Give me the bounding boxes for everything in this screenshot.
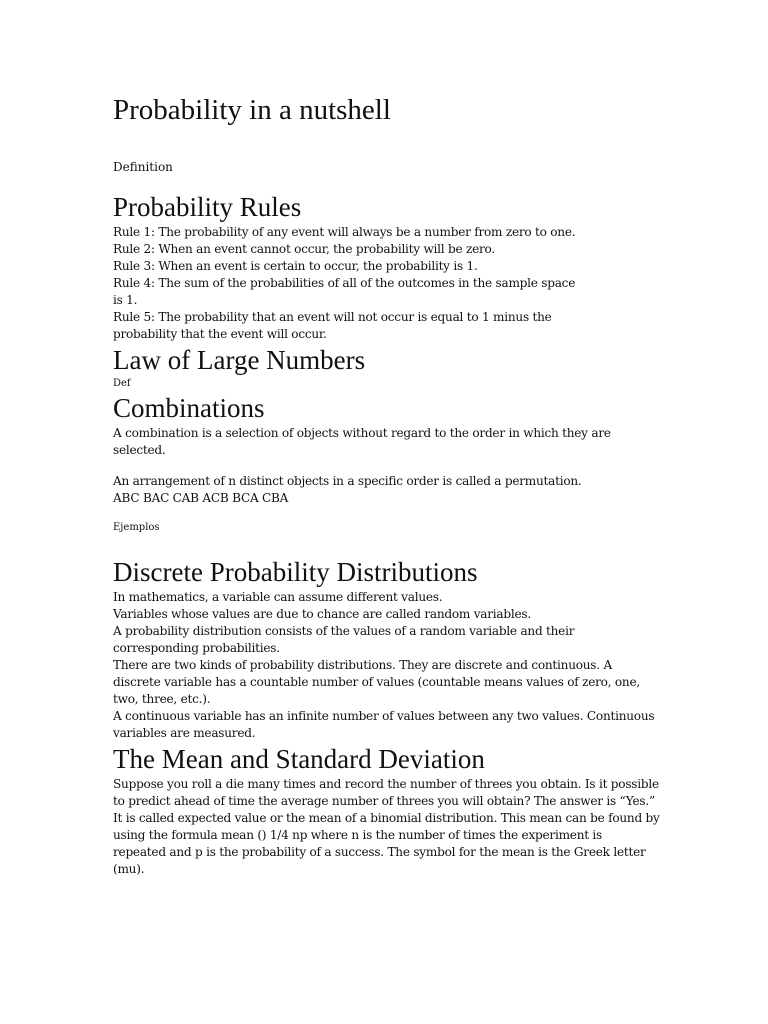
mean-line: to predict ahead of time the average number of threes you will obtain? The answer is “Yes.”: [113, 794, 655, 808]
rule-line: is 1.: [113, 293, 138, 307]
combinations-paragraph: [113, 425, 658, 459]
discrete-line: There are two kinds of probability distributions. They are discrete and continuous. A: [113, 658, 612, 672]
document-body: [113, 190, 658, 878]
permutation-line: ABC BAC CAB ACB BCA CBA: [113, 491, 289, 505]
paragraph-spacer: [113, 535, 658, 555]
section-heading-probability-rules: Probability Rules: [113, 192, 302, 222]
mean-line: (mu).: [113, 862, 145, 876]
rule-line: Rule 1: The probability of any event will always be a number from zero to one.: [113, 225, 576, 239]
mean-line: using the formula mean () 1/4 np where n is the number of times the experiment is: [113, 828, 603, 842]
rule-line: Rule 3: When an event is certain to occur, the probability is 1.: [113, 259, 478, 273]
permutation-line: An arrangement of n distinct objects in a specific order is called a permutation.: [113, 474, 582, 488]
discrete-line: discrete variable has a countable number of values (countable means values of zero, one,: [113, 675, 640, 689]
rules-paragraph: [113, 224, 658, 343]
discrete-line: A probability distribution consists of the values of a random variable and their: [113, 624, 575, 638]
rule-line: Rule 5: The probability that an event will not occur is equal to 1 minus the: [113, 310, 552, 324]
discrete-line: corresponding probabilities.: [113, 641, 280, 655]
section-law-of-large-numbers: [113, 343, 658, 391]
mean-line: repeated and p is the probability of a success. The symbol for the mean is the Greek letter: [113, 845, 646, 859]
mean-line: It is called expected value or the mean of a binomial distribution. This mean can be found by: [113, 811, 660, 825]
section-heading-law-of-large-numbers: Law of Large Numbers: [113, 345, 366, 375]
examples-label: Ejemplos: [113, 522, 160, 533]
discrete-line: A continuous variable has an infinite number of values between any two values. Continuous: [113, 709, 655, 723]
definition-label: Definition: [113, 160, 173, 174]
def-label: Def: [113, 378, 131, 389]
permutation-paragraph: [113, 473, 658, 507]
section-probability-rules: [113, 190, 658, 343]
discrete-line: variables are measured.: [113, 726, 256, 740]
section-discrete-distributions: [113, 555, 658, 742]
rule-line: Rule 2: When an event cannot occur, the probability will be zero.: [113, 242, 495, 256]
paragraph-spacer: [113, 507, 658, 521]
discrete-line: In mathematics, a variable can assume different values.: [113, 590, 443, 604]
combination-line: A combination is a selection of objects without regard to the order in which they are: [113, 426, 611, 440]
combination-line: selected.: [113, 443, 166, 457]
rule-line: probability that the event will occur.: [113, 327, 327, 341]
section-heading-discrete-distributions: Discrete Probability Distributions: [113, 557, 478, 587]
mean-line: Suppose you roll a die many times and record the number of threes you obtain. Is it possible: [113, 777, 659, 791]
mean-paragraph: [113, 776, 658, 878]
section-mean-standard-deviation: [113, 742, 658, 878]
paragraph-spacer: [113, 459, 658, 473]
section-heading-combinations: Combinations: [113, 393, 265, 423]
rule-line: Rule 4: The sum of the probabilities of all of the outcomes in the sample space: [113, 276, 576, 290]
discrete-line: two, three, etc.).: [113, 692, 211, 706]
document-title: Probability in a nutshell: [113, 94, 391, 126]
discrete-line: Variables whose values are due to chance are called random variables.: [113, 607, 531, 621]
section-combinations: [113, 391, 658, 555]
section-heading-mean-standard-deviation: The Mean and Standard Deviation: [113, 744, 485, 774]
discrete-paragraph: [113, 589, 658, 742]
